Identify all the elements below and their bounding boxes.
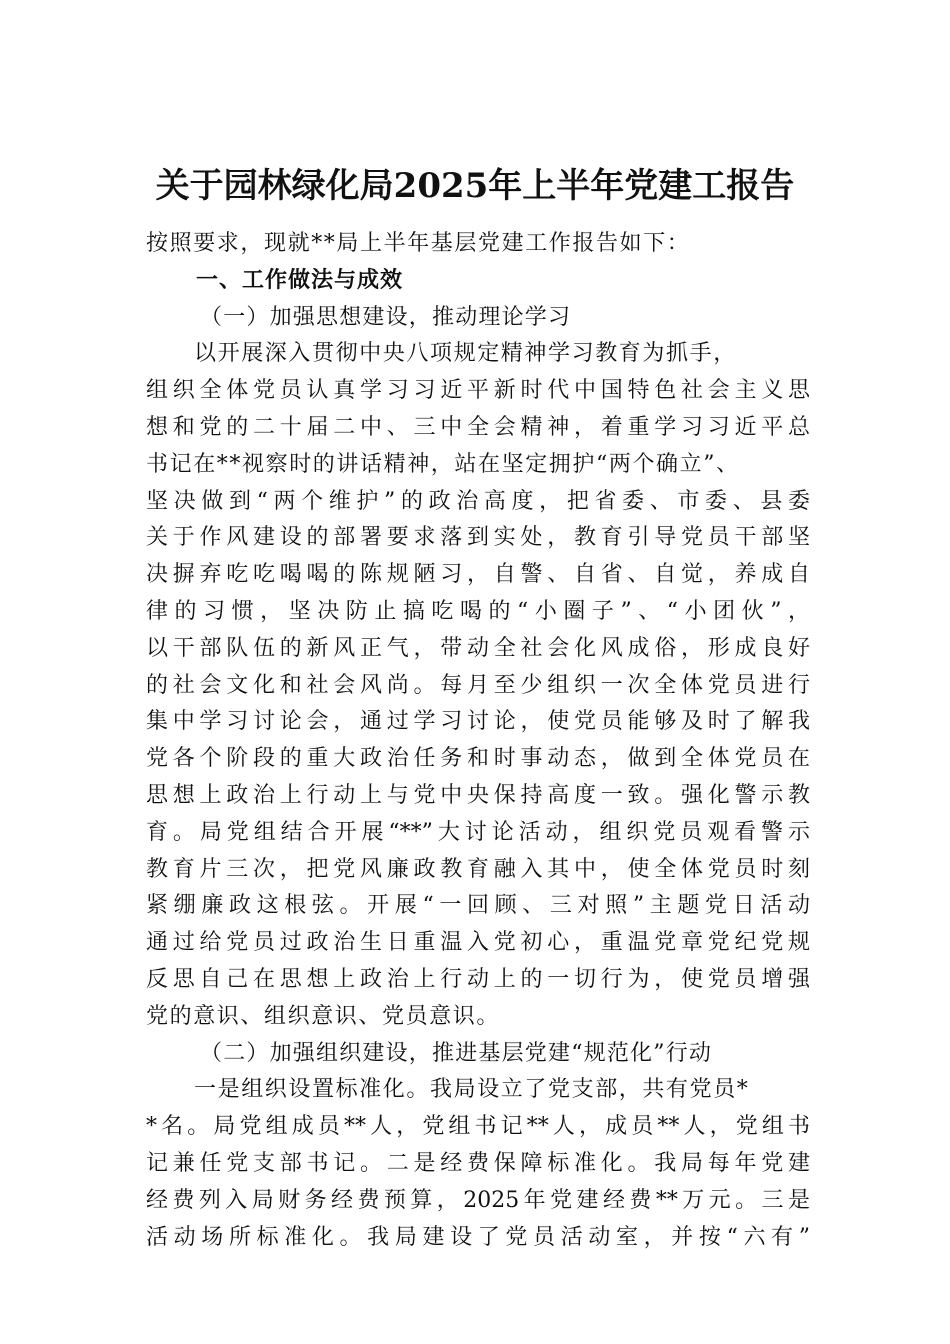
paragraph-line: 以干部队伍的新风正气，带动全社会化风成俗，形成良好	[146, 635, 810, 661]
paragraph-line: 关于作风建设的部署要求落到实处，教育引导党员干部坚	[146, 525, 810, 551]
paragraph-line: 集中学习讨论会，通过学习讨论，使党员能够及时了解我	[146, 709, 810, 735]
subsection-heading: （一）加强思想建设，推动理论学习	[200, 304, 572, 330]
paragraph-line: 党的意识、组织意识、党员意识。	[146, 1003, 501, 1029]
paragraph-line: 决摒弃吃吃喝喝的陈规陋习，自警、自省、自觉，养成自	[146, 562, 810, 588]
paragraph-line: 记兼任党支部书记。二是经费保障标准化。我局每年党建	[146, 1150, 810, 1176]
intro-paragraph: 按照要求，现就**局上半年基层党建工作报告如下：	[146, 231, 691, 256]
paragraph-line: 想和党的二十届二中、三中全会精神，着重学习习近平总	[146, 414, 810, 440]
paragraph-line: 紧绷廉政这根弦。开展“一回顾、三对照”主题党日活动	[146, 893, 810, 919]
subsection-heading: （二）加强组织建设，推进基层党建“规范化”行动	[200, 1040, 713, 1066]
paragraph-line: 书记在**视察时的讲话精神，站在坚定拥护“两个确立”、	[146, 451, 740, 477]
paragraph-line: 律的习惯，坚决防止搞吃喝的“小圈子”、“小团伙”，	[146, 598, 810, 624]
paragraph-line: 通过给党员过政治生日重温入党初心，重温党章党纪党规	[146, 930, 810, 956]
paragraph-line: 活动场所标准化。我局建设了党员活动室，并按“六有”	[146, 1224, 810, 1250]
paragraph-line: 反思自己在思想上政治上行动上的一切行为，使党员增强	[146, 966, 810, 992]
paragraph-line: 坚决做到“两个维护”的政治高度，把省委、市委、县委	[146, 488, 810, 514]
paragraph-line: 组织全体党员认真学习习近平新时代中国特色社会主义思	[146, 378, 810, 404]
document-title: 关于园林绿化局2025年上半年党建工报告	[155, 166, 795, 206]
paragraph-line: 经费列入局财务经费预算，2025年党建经费**万元。三是	[146, 1187, 810, 1213]
paragraph-line: 思想上政治上行动上与党中央保持高度一致。强化警示教	[146, 782, 810, 808]
paragraph-line: 的社会文化和社会风尚。每月至少组织一次全体党员进行	[146, 672, 810, 698]
paragraph-line: 育。局党组结合开展“**”大讨论活动，组织党员观看警示	[146, 819, 810, 845]
paragraph-line: 党各个阶段的重大政治任务和时事动态，做到全体党员在	[146, 746, 810, 772]
paragraph-line: 以开展深入贯彻中央八项规定精神学习教育为抓手，	[194, 341, 737, 367]
document-body	[146, 226, 810, 1256]
section-heading: 一、工作做法与成效	[196, 267, 404, 293]
paragraph-line: *名。局党组成员**人，党组书记**人，成员**人，党组书	[146, 1114, 810, 1140]
paragraph-line: 一是组织设置标准化。我局设立了党支部，共有党员*	[194, 1077, 750, 1103]
paragraph-line: 教育片三次，把党风廉政教育融入其中，使全体党员时刻	[146, 856, 810, 882]
